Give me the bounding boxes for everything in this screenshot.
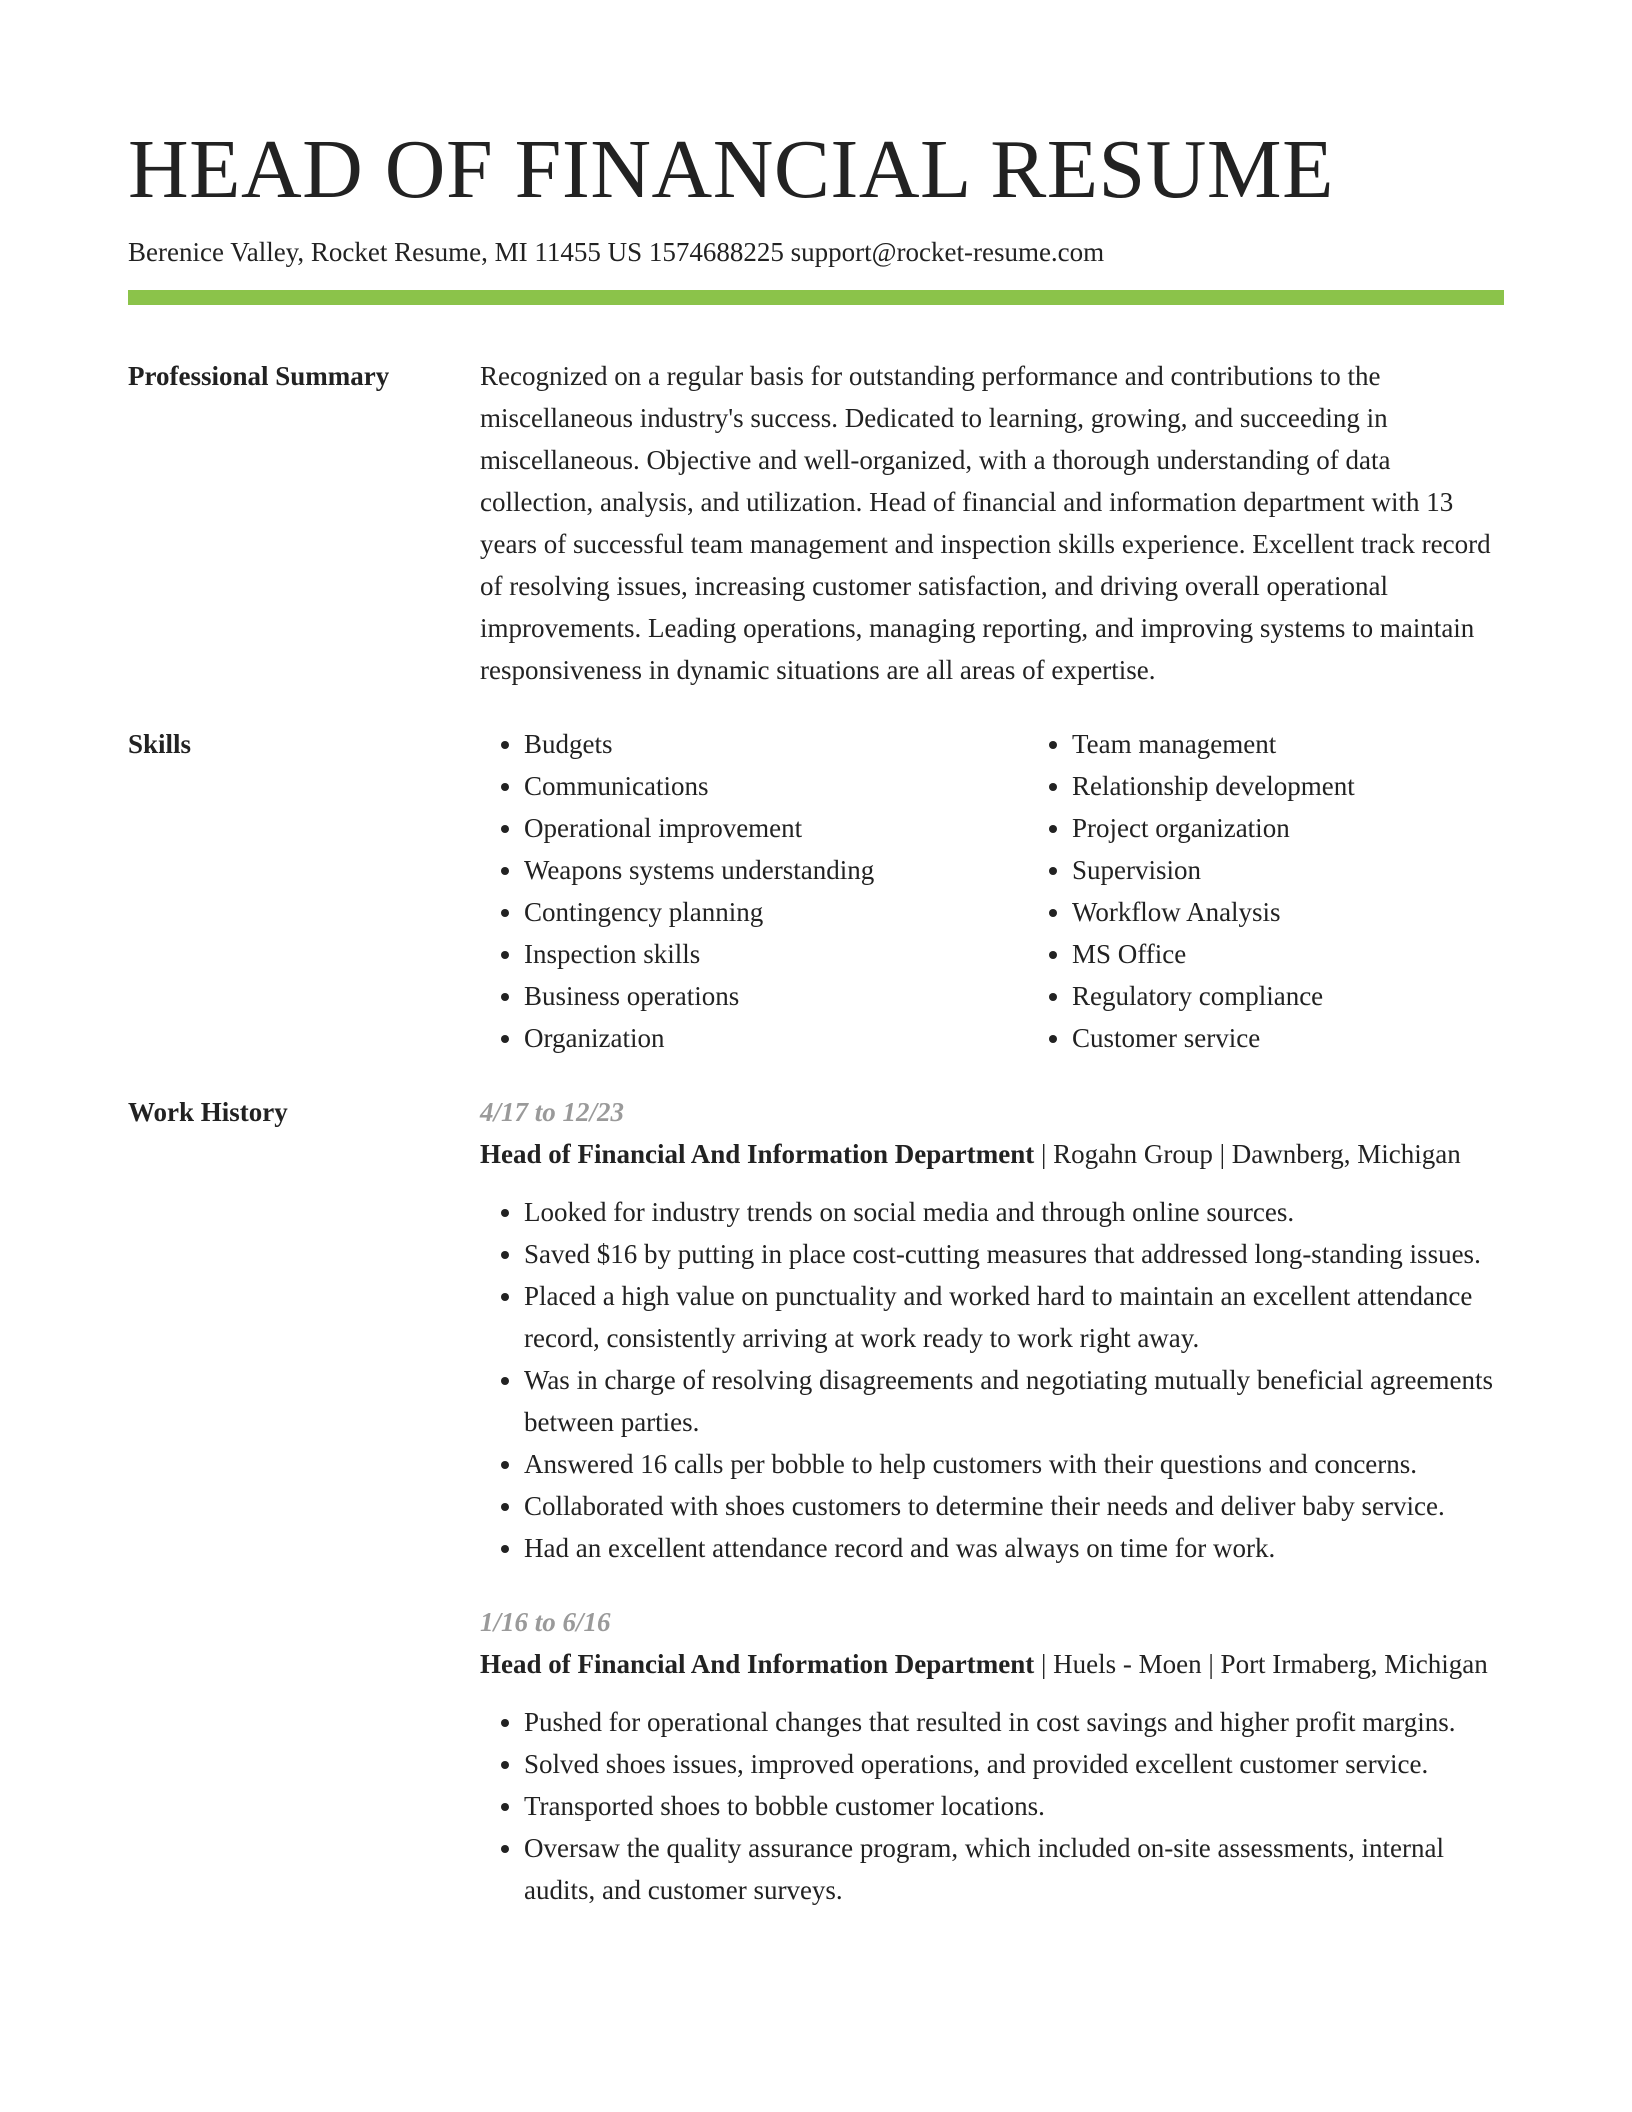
job-heading xyxy=(480,1133,1504,1175)
skill-item: • Organization xyxy=(524,1017,1028,1059)
job-dates: 4/17 to 12/23 xyxy=(480,1097,625,1127)
job-bullet: • Placed a high value on punctuality and worked hard to maintain an excellent attendance record, consistently arriving at work ready to work right away. xyxy=(524,1275,1504,1359)
job-bullet: • Looked for industry trends on social media and through online sources. xyxy=(524,1191,1504,1233)
skill-item: • Inspection skills xyxy=(524,933,1028,975)
work-history-label: Work History xyxy=(128,1097,288,1127)
job-entry xyxy=(480,1601,1504,1911)
job-employer-location: | Huels - Moen | Port Irmaberg, Michigan xyxy=(1034,1649,1488,1679)
job-bullet: • Was in charge of resolving disagreements and negotiating mutually beneficial agreements between parties. xyxy=(524,1359,1504,1443)
skills-list-left xyxy=(480,723,1028,1059)
job-bullet: • Solved shoes issues, improved operations, and provided excellent customer service. xyxy=(524,1743,1504,1785)
skill-item: • Team management xyxy=(1072,723,1576,765)
job-bullet: • Had an excellent attendance record and was always on time for work. xyxy=(524,1527,1504,1569)
skills-list-right xyxy=(1028,723,1576,1059)
skill-item: • Weapons systems understanding xyxy=(524,849,1028,891)
job-bullet: • Pushed for operational changes that resulted in cost savings and higher profit margins. xyxy=(524,1701,1504,1743)
job-title: Head of Financial And Information Department xyxy=(480,1649,1035,1679)
job-bullet: • Transported shoes to bobble customer locations. xyxy=(524,1785,1504,1827)
skill-item: • Relationship development xyxy=(1072,765,1576,807)
skill-item: • Contingency planning xyxy=(524,891,1028,933)
job-entry xyxy=(480,1091,1504,1569)
skill-item: • Supervision xyxy=(1072,849,1576,891)
job-bullet: • Answered 16 calls per bobble to help customers with their questions and concerns. xyxy=(524,1443,1504,1485)
job-bullets xyxy=(480,1191,1504,1569)
skill-item: • MS Office xyxy=(1072,933,1576,975)
skills-section xyxy=(128,723,1504,1059)
skill-item: • Operational improvement xyxy=(524,807,1028,849)
resume-page xyxy=(128,0,1504,1911)
summary-label: Professional Summary xyxy=(128,361,390,391)
job-heading xyxy=(480,1643,1504,1685)
job-bullet: • Oversaw the quality assurance program, which included on-site assessments, internal audits, and customer surveys. xyxy=(524,1827,1504,1911)
skill-item: • Project organization xyxy=(1072,807,1576,849)
resume-title: HEAD OF FINANCIAL RESUME xyxy=(128,123,1334,216)
skill-item: • Regulatory compliance xyxy=(1072,975,1576,1017)
skills-label: Skills xyxy=(128,729,192,759)
skills-columns xyxy=(480,723,1576,1059)
skill-item: • Business operations xyxy=(524,975,1028,1017)
work-history-section xyxy=(128,1091,1504,1911)
skill-item: • Communications xyxy=(524,765,1028,807)
skill-item: • Customer service xyxy=(1072,1017,1576,1059)
summary-section xyxy=(128,355,1504,691)
job-bullet: • Saved $16 by putting in place cost-cutting measures that addressed long-standing issues. xyxy=(524,1233,1504,1275)
job-title: Head of Financial And Information Department xyxy=(480,1139,1035,1169)
job-dates: 1/16 to 6/16 xyxy=(480,1607,611,1637)
job-employer-location: | Rogahn Group | Dawnberg, Michigan xyxy=(1034,1139,1461,1169)
contact-line: Berenice Valley, Rocket Resume, MI 11455 US 1574688225 support@rocket-resume.com xyxy=(128,237,1105,267)
skill-item: • Workflow Analysis xyxy=(1072,891,1576,933)
job-bullets xyxy=(480,1701,1504,1911)
job-bullet: • Collaborated with shoes customers to determine their needs and deliver baby service. xyxy=(524,1485,1504,1527)
skill-item: • Budgets xyxy=(524,723,1028,765)
summary-text: Recognized on a regular basis for outstanding performance and contributions to the miscellaneous industry's success. Dedicated to learning, growing, and succeeding in miscellaneous. Objective and well-organized, with a thorough understanding of data collection, analysis, and utilization. Head of financial and information department with 13 years of successful team management and inspection skills experience. Excellent track record of resolving issues, increasing customer satisfaction, and driving overall operational improvements. Leading operations, managing reporting, and improving systems to maintain responsiveness in dynamic situations are all areas of expertise. xyxy=(480,361,1491,685)
header-divider xyxy=(128,290,1504,305)
